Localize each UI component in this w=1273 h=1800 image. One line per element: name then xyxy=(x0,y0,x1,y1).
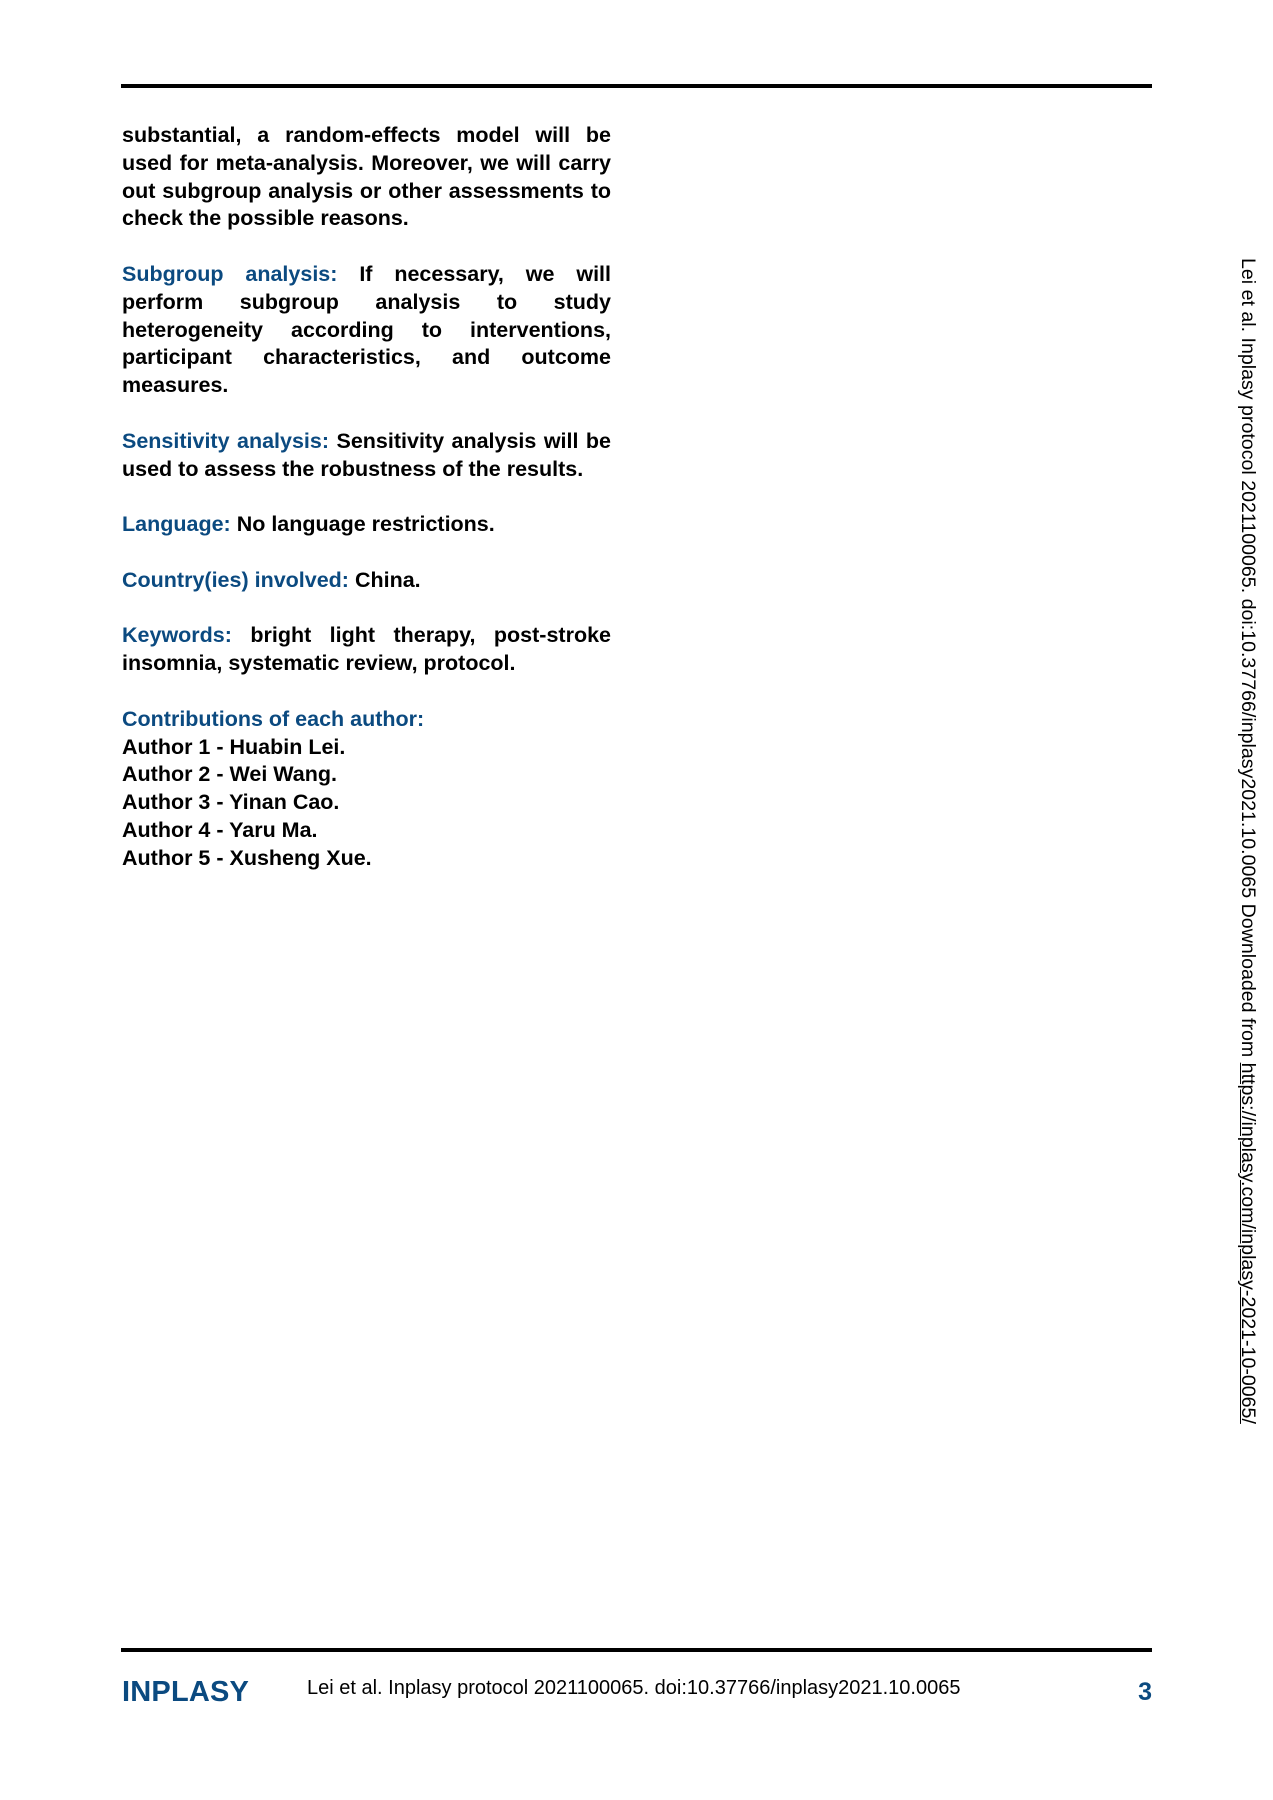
contributions-label: Contributions of each author: xyxy=(122,706,425,731)
section-label: Keywords: xyxy=(122,623,232,648)
author-item: Author 2 - Wei Wang. xyxy=(122,762,337,787)
side-margin-text xyxy=(1236,258,1260,1424)
countries-section xyxy=(122,567,611,595)
inplasy-logo: INPLASY xyxy=(122,1676,250,1708)
section-text: China. xyxy=(354,567,421,592)
footer-citation: Lei et al. Inplasy protocol 2021100065. doi:10.37766/inplasy2021.10.0065 xyxy=(307,1677,961,1699)
download-link[interactable]: https://inplasy.com/inplasy-2021-10-0065/ xyxy=(1237,1062,1259,1424)
author-item: Author 5 - Xusheng Xue. xyxy=(122,845,372,870)
section-text: bright light therapy, post-stroke insomnia, systematic review, protocol. xyxy=(122,623,611,676)
keywords-section xyxy=(122,622,611,678)
section-text: Sensitivity analysis will be used to assess the robustness of the results. xyxy=(122,428,612,481)
body-column xyxy=(122,122,611,873)
continuation-paragraph: substantial, a random-effects model will be used for meta-analysis. Moreover, we will carry out subgroup analysis or other assessments to check the possible reasons. xyxy=(122,123,611,231)
header-rule xyxy=(121,84,1152,88)
footer-rule xyxy=(121,1648,1152,1652)
section-text: No language restrictions. xyxy=(236,512,495,537)
subgroup-analysis-section xyxy=(122,261,611,400)
sensitivity-analysis-section xyxy=(122,428,611,484)
author-item: Author 1 - Huabin Lei. xyxy=(122,734,346,759)
author-item: Author 3 - Yinan Cao. xyxy=(122,790,340,815)
section-text: If necessary, we will perform subgroup analysis to study heterogeneity according to interventions, participant characteristics, and outcome measures. xyxy=(122,261,611,398)
contributions-section xyxy=(122,706,611,873)
section-label: Subgroup analysis: xyxy=(122,261,338,286)
side-citation-text: Lei et al. Inplasy protocol 2021100065. doi:10.37766/inplasy2021.10.0065 Downloaded from xyxy=(1237,258,1259,1058)
page-number: 3 xyxy=(1138,1678,1152,1706)
language-section xyxy=(122,511,611,539)
section-label: Country(ies) involved: xyxy=(122,567,349,592)
section-label: Sensitivity analysis: xyxy=(122,428,330,453)
side-margin-citation xyxy=(1236,258,1260,1558)
author-item: Author 4 - Yaru Ma. xyxy=(122,817,318,842)
section-label: Language: xyxy=(122,512,231,537)
author-list xyxy=(122,734,611,873)
